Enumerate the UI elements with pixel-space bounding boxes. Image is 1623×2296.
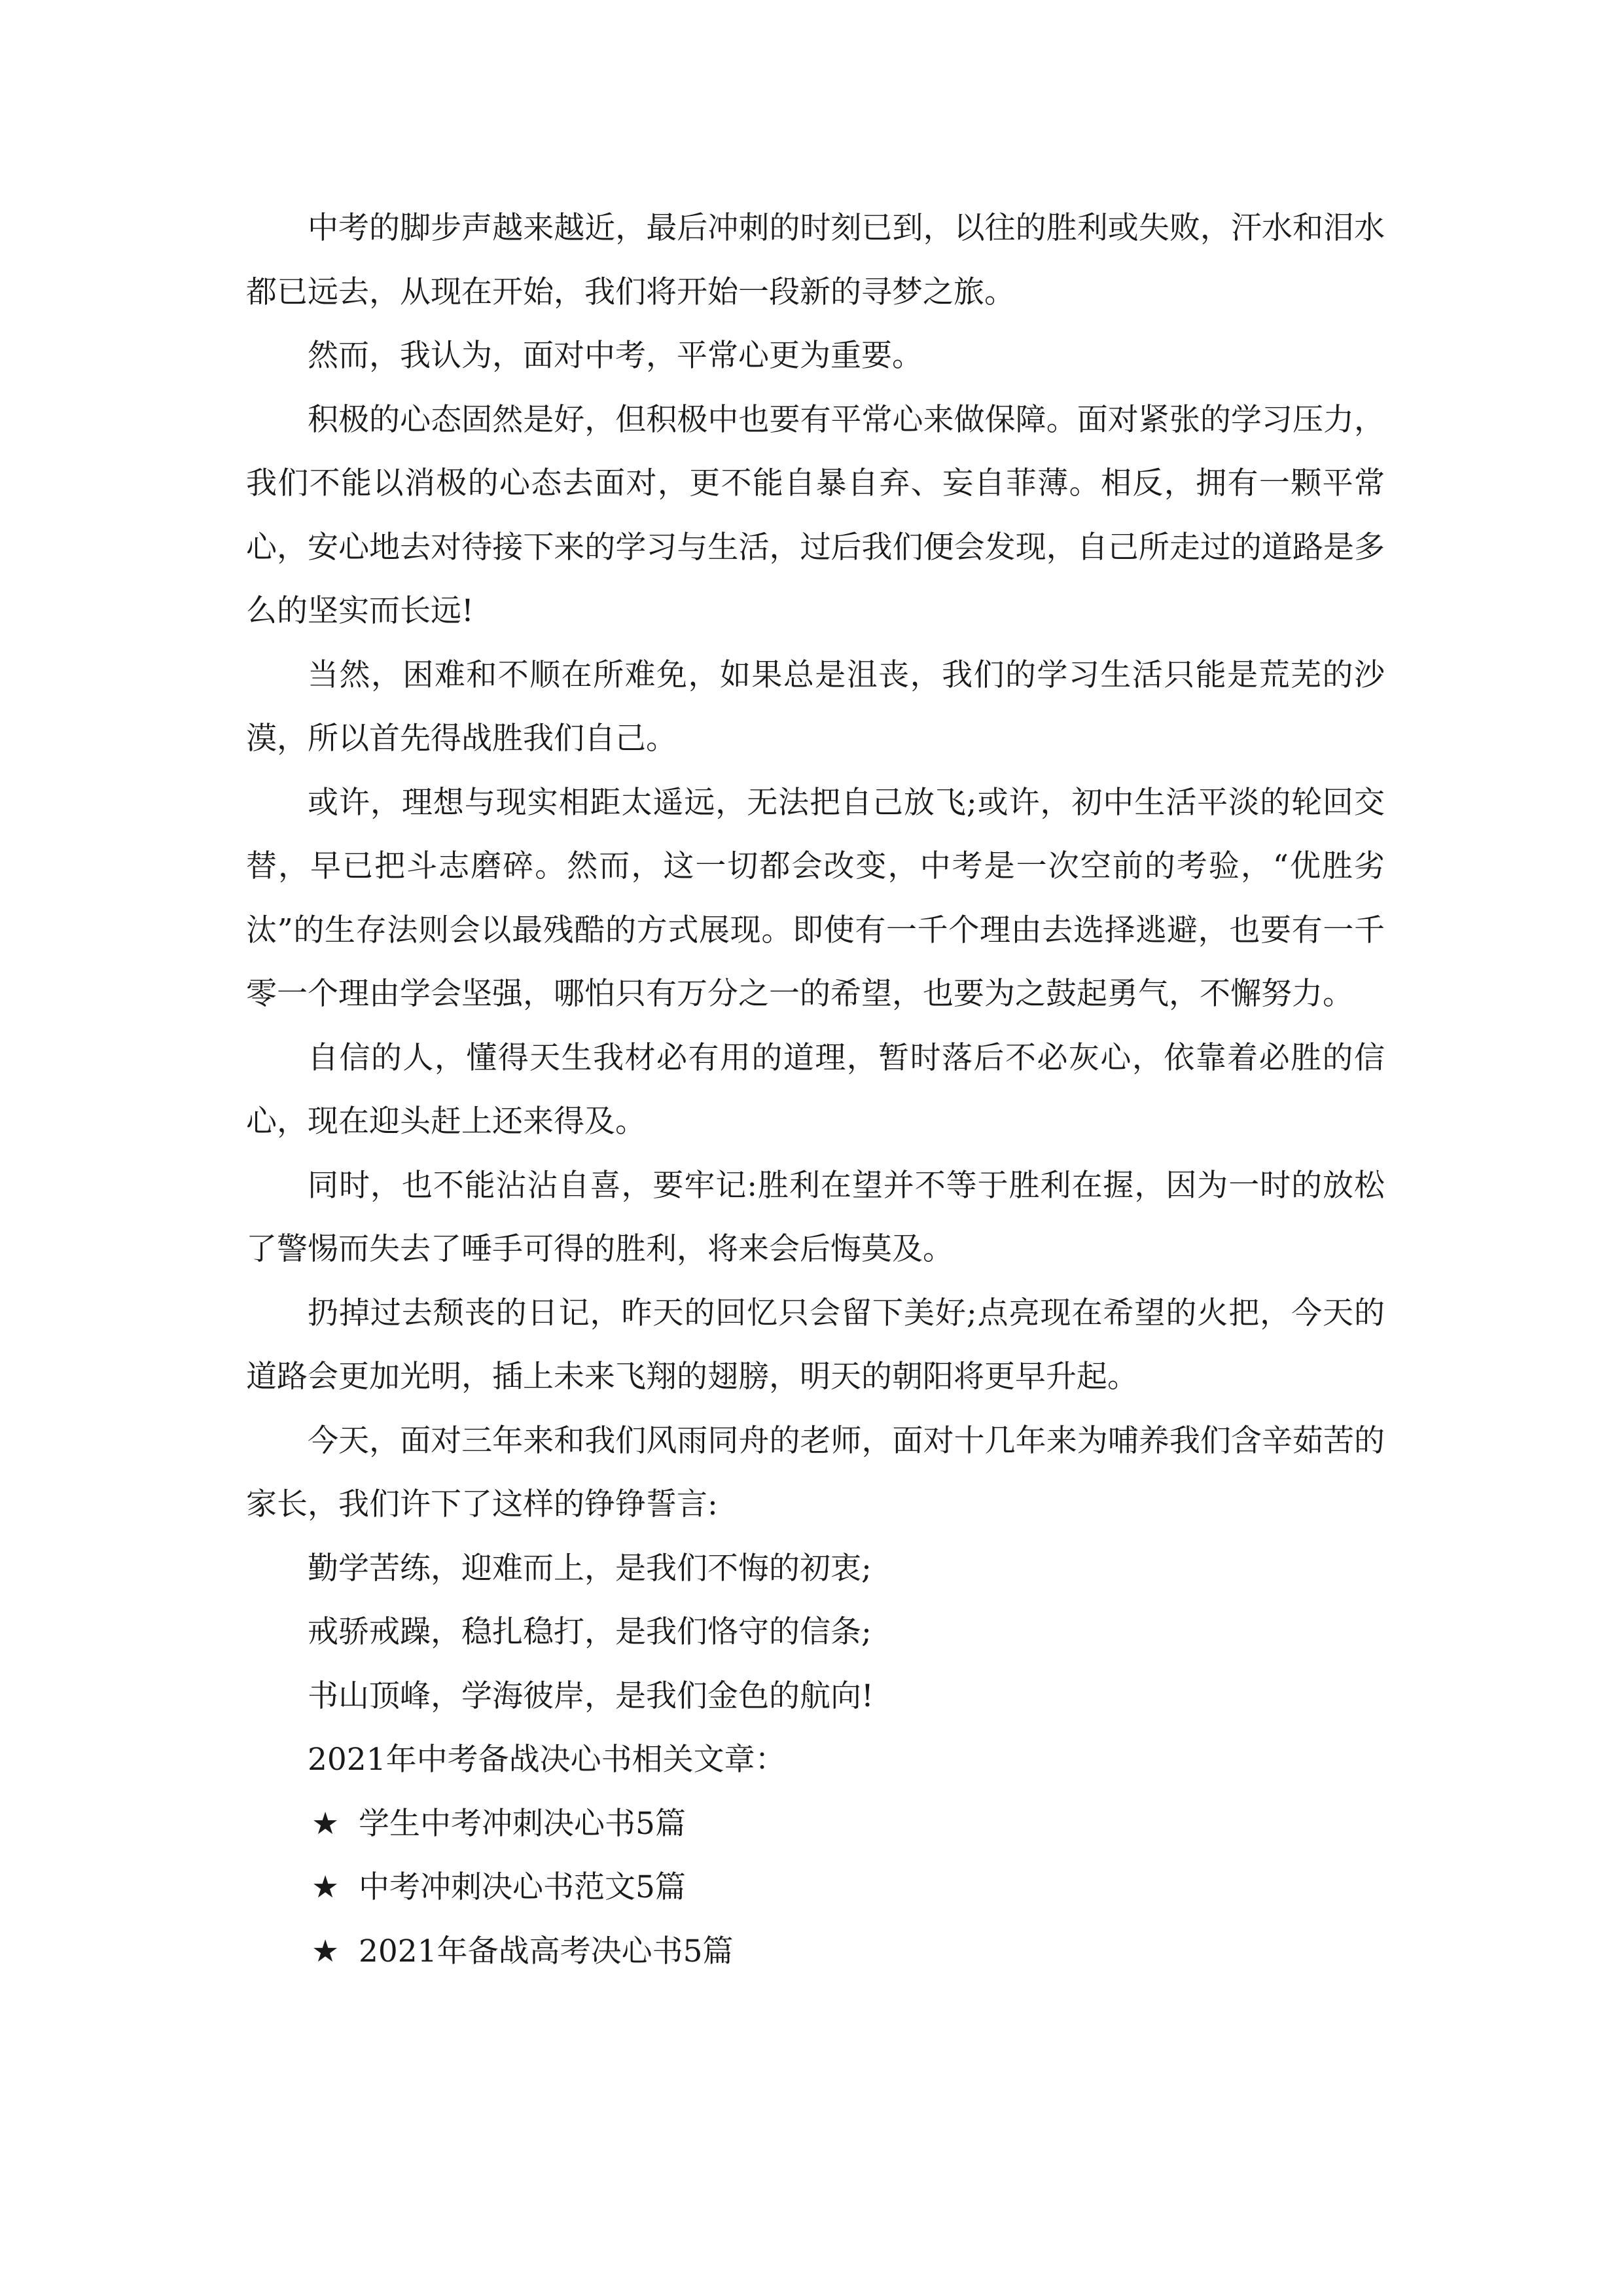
- oath-line-3: 书山顶峰，学海彼岸，是我们金色的航向!: [308, 1677, 874, 1714]
- related-heading: 2021年中考备战决心书相关文章：: [308, 1742, 786, 1778]
- paragraph-7: 同时，也不能沾沾自喜，要牢记:胜利在望并不等于胜利在握，因为一时的放松了警惕而失去了唾手可得的胜利，将来会后悔莫及。: [246, 1167, 1385, 1267]
- document-body: [246, 196, 1385, 1983]
- related-link-3[interactable]: [246, 1920, 1385, 1984]
- star-icon: ★: [312, 1805, 340, 1842]
- paragraph-6: 自信的人，懂得天生我材必有用的道理，暂时落后不必灰心，依靠着必胜的信心，现在迎头赶上还来得及。: [246, 1039, 1385, 1139]
- paragraph-5: 或许，理想与现实相距太遥远，无法把自己放飞;或许，初中生活平淡的轮回交替，早已把斗志磨碎。然而，这一切都会改变，中考是一次空前的考验，“优胜劣汰”的生存法则会以最残酷的方式展现。即使有一千个理由去选择逃避，也要有一千零一个理由学会坚强，哪怕只有万分之一的希望，也要为之鼓起勇气，不懈努力。: [246, 784, 1385, 1012]
- related-link-label[interactable]: 中考冲刺决心书范文5篇: [359, 1869, 686, 1905]
- oath-line-1: 勤学苦练，迎难而上，是我们不悔的初衷;: [308, 1550, 872, 1587]
- paragraph-4: 当然，困难和不顺在所难免，如果总是沮丧，我们的学习生活只能是荒芜的沙漠，所以首先得战胜我们自己。: [246, 656, 1385, 757]
- paragraph-9: 今天，面对三年来和我们风雨同舟的老师，面对十几年来为哺养我们含辛茹苦的家长，我们许下了这样的铮铮誓言:: [246, 1422, 1385, 1522]
- related-link-label[interactable]: 2021年备战高考决心书5篇: [359, 1933, 734, 1969]
- star-icon: ★: [312, 1869, 340, 1905]
- related-link-label[interactable]: 学生中考冲刺决心书5篇: [359, 1805, 686, 1842]
- paragraph-2: 然而，我认为，面对中考，平常心更为重要。: [308, 338, 923, 374]
- paragraph-1: 中考的脚步声越来越近，最后冲刺的时刻已到，以往的胜利或失败，汗水和泪水都已远去，从现在开始，我们将开始一段新的寻梦之旅。: [246, 210, 1385, 310]
- paragraph-3: 积极的心态固然是好，但积极中也要有平常心来做保障。面对紧张的学习压力，我们不能以消极的心态去面对，更不能自暴自弃、妄自菲薄。相反，拥有一颗平常心，安心地去对待接下来的学习与生活，过后我们便会发现，自己所走过的道路是多么的坚实而长远!: [246, 401, 1385, 629]
- star-icon: ★: [312, 1933, 340, 1969]
- related-link-2[interactable]: [246, 1856, 1385, 1920]
- oath-line-2: 戒骄戒躁，稳扎稳打，是我们恪守的信条;: [308, 1614, 872, 1650]
- paragraph-8: 扔掉过去颓丧的日记，昨天的回忆只会留下美好;点亮现在希望的火把，今天的道路会更加光明，插上未来飞翔的翅膀，明天的朝阳将更早升起。: [246, 1295, 1385, 1395]
- related-link-1[interactable]: [246, 1792, 1385, 1856]
